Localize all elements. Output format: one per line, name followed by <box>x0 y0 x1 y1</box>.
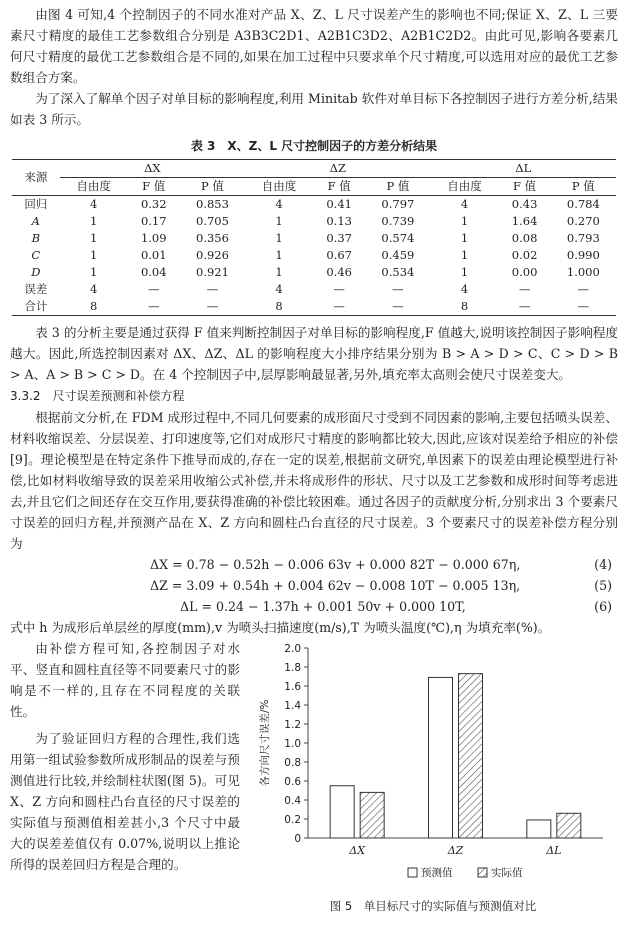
bar-actual <box>459 674 483 838</box>
table-cell: 0.17 <box>140 214 167 228</box>
equation-expr: ΔL = 0.24 − 1.37h + 0.001 50v + 0.000 10T, <box>180 599 466 614</box>
y-tick-label: 0.6 <box>284 776 301 788</box>
table-cell: 0.534 <box>381 265 415 279</box>
table-cell: 0.853 <box>196 197 229 211</box>
table-row-label: C <box>31 248 41 262</box>
equation-expr: ΔZ = 3.09 + 0.54h + 0.004 62v − 0.008 10T − 0.005 13η, <box>150 578 521 593</box>
table-row <box>12 281 616 298</box>
table-cell: 0.32 <box>140 197 167 211</box>
table-group-header: ΔX <box>60 160 245 178</box>
table-source-header: 来源 <box>12 160 60 196</box>
y-tick-label: 1.6 <box>284 681 301 693</box>
table-cell: 4 <box>275 282 283 296</box>
table-cell: 0.37 <box>326 231 352 245</box>
x-tick-label: ΔL <box>546 844 562 857</box>
table-subheader: 自由度 <box>431 178 499 196</box>
table-cell: 1 <box>460 265 469 279</box>
bar-actual <box>557 813 581 838</box>
table-cell: 0.00 <box>511 265 538 279</box>
table-cell: 1 <box>89 248 98 262</box>
figure-caption: 图 5 单目标尺寸的实际值与预测值对比 <box>329 899 537 913</box>
bar-predicted <box>527 820 551 838</box>
x-tick-label: ΔZ <box>447 844 464 857</box>
table-subheader: P 值 <box>180 178 245 196</box>
y-tick-label: 1.2 <box>284 719 301 731</box>
y-tick-label: 0.8 <box>284 757 301 769</box>
paragraph-3: 表 3 的分析主要是通过获得 F 值来判断控制因子对单目标的影响程度,F 值越大,说明该控制因子影响程度越大。因此,所选控制因素对 ΔX、ΔZ、ΔL 的影响程度大小排序结果分别为 B > A > D > C、C > D > B > A、A > B > C > D。在 4 个控制因子中,层厚影响最显著,另外,填充率太高则会使尺寸误差变大。 <box>10 325 618 382</box>
table-cell: 1 <box>89 214 98 228</box>
table-cell: — <box>518 282 531 296</box>
anova-table <box>12 159 616 316</box>
table-row-label: 误差 <box>24 282 48 296</box>
table-row <box>12 213 616 230</box>
bar-actual <box>360 792 384 838</box>
bar-predicted <box>429 677 453 838</box>
y-tick-label: 0 <box>294 833 301 845</box>
table-cell: 0.705 <box>196 214 229 228</box>
equation-5 <box>10 575 618 596</box>
table-subheader: F 值 <box>128 178 180 196</box>
table-cell: 0.459 <box>381 248 415 262</box>
legend-swatch <box>478 868 487 877</box>
table-row-label: B <box>31 231 41 245</box>
table-cell: 8 <box>431 298 499 316</box>
table-cell: — <box>577 282 590 296</box>
equation-number: (5) <box>594 578 612 593</box>
table-cell: — <box>128 298 180 316</box>
table-cell: 4 <box>460 197 469 211</box>
table-cell: 1 <box>275 214 283 228</box>
equation-4 <box>10 554 618 575</box>
equation-number: (4) <box>594 557 612 572</box>
table-row <box>12 298 616 316</box>
table-cell: — <box>365 298 430 316</box>
paper-page <box>10 4 618 928</box>
table-row <box>12 230 616 247</box>
table-cell: 0.921 <box>196 265 229 279</box>
table-subheader: P 值 <box>365 178 430 196</box>
table-cell: 1.000 <box>566 265 600 279</box>
table-cell: 0.270 <box>566 214 600 228</box>
table-group-header: ΔL <box>431 160 617 178</box>
table-subheader: P 值 <box>551 178 616 196</box>
table-cell: — <box>333 282 345 296</box>
bar-chart <box>248 638 618 896</box>
y-tick-label: 1.0 <box>284 738 301 750</box>
y-tick-label: 2.0 <box>284 643 301 655</box>
table-cell: 0.41 <box>326 197 352 211</box>
table-cell: 4 <box>460 282 469 296</box>
table-cell: 0.797 <box>381 197 415 211</box>
table-cell: 0.356 <box>196 231 229 245</box>
table-cell: 0.13 <box>326 214 352 228</box>
table-cell: 8 <box>60 298 128 316</box>
paragraph-1: 由图 4 可知,4 个控制因子的不同水准对产品 X、Z、L 尺寸误差产生的影响也不同;保证 X、Z、L 三要素尺寸精度的最佳工艺参数组合分别是 A3B3C2D1、A2B1C3D2、A2B1C2D2。由此可见,影响各要素几何尺寸精度的最优工艺参数组合是不同的,如果在加工过程中只要求单个尺寸精度,可以选用对应的最优工艺参数组合方案。 <box>10 7 618 85</box>
table-row-label: 合计 <box>12 298 60 316</box>
table-cell: 0.01 <box>140 248 167 262</box>
table-row-label: D <box>31 265 41 279</box>
table-cell: 1 <box>460 231 469 245</box>
paragraph-4: 根据前文分析,在 FDM 成形过程中,不同几何要素的成形面尺寸受到不同因素的影响,主要包括喷头误差、材料收缩误差、分层误差、打印速度等,它们对成形尺寸精度的影响都比较大,因此,应该对误差给予相应的补偿[9]。理论模型是在特定条件下推导而成的,存在一定的误差,根据前文研究,单因素下的误差由理论模型进行补偿,比如材料收缩导致的误差采用收缩公式补偿,并未将成形件的形状、尺寸以及工艺参数和成形时间等考虑进去,并且它们之间还存在交互作用,要获得准确的补偿比较困难。通过各因子的贡献度分析,分别求出 3 个要素尺寸误差的回归方程,并预测产品在 X、Z 方向和圆柱凸台直径的尺寸误差。3 个要素尺寸的误差补偿方程分别为 <box>10 410 618 551</box>
table-cell: — <box>313 298 365 316</box>
table-cell: — <box>206 282 219 296</box>
table-cell: 0.08 <box>511 231 538 245</box>
y-tick-label: 1.4 <box>284 700 301 712</box>
table-cell: 0.67 <box>326 248 352 262</box>
bottom-section <box>10 638 618 928</box>
equation-expr: ΔX = 0.78 − 0.52h − 0.006 63v + 0.000 82T − 0.000 67η, <box>150 557 521 572</box>
table-cell: 1 <box>275 265 283 279</box>
table-subheader: 自由度 <box>60 178 128 196</box>
y-tick-label: 0.4 <box>284 795 301 807</box>
table-cell: — <box>498 298 550 316</box>
table-cell: 1 <box>89 265 98 279</box>
table-cell: 0.46 <box>326 265 352 279</box>
table-row <box>12 264 616 281</box>
paragraph-2: 为了深入了解单个因子对单目标的影响程度,利用 Minitab 软件对单目标下各控制因子进行方差分析,结果如表 3 所示。 <box>10 91 618 127</box>
table-row-label: 回归 <box>24 197 48 211</box>
left-column <box>10 638 240 875</box>
table-cell: 0.02 <box>511 248 538 262</box>
table-cell: 0.04 <box>140 265 167 279</box>
paragraph-7: 为了验证回归方程的合理性,我们选用第一组试验参数所成形制品的误差与预测值进行比较,并绘制柱状图(图 5)。可见 X、Z 方向和圆柱凸台直径的尺寸误差的实际值与预测值相差甚小,3 个尺寸中最大的误差差值仅有 0.07%,说明以上推论所得的误差回归方程是合理的。 <box>10 731 240 872</box>
table-cell: 1.64 <box>511 214 538 228</box>
table-cell: 0.990 <box>566 248 600 262</box>
table-subheader: 自由度 <box>245 178 313 196</box>
table-cell: 1 <box>275 231 283 245</box>
table-cell: 0.739 <box>381 214 415 228</box>
y-tick-label: 1.8 <box>284 662 301 674</box>
y-axis-label: 各方向尺寸误差/% <box>259 699 271 787</box>
table-cell: 1 <box>460 248 469 262</box>
legend-swatch <box>408 868 417 877</box>
legend-label: 预测值 <box>421 867 453 879</box>
table-subheader: F 值 <box>498 178 550 196</box>
legend-label: 实际值 <box>491 867 523 879</box>
table-cell: 1 <box>460 214 469 228</box>
table-cell: 0.574 <box>381 231 415 245</box>
table-cell: 8 <box>245 298 313 316</box>
equation-number: (6) <box>594 599 612 614</box>
table-cell: — <box>147 282 160 296</box>
equation-6 <box>10 596 618 617</box>
bar-predicted <box>330 786 354 838</box>
table-cell: 0.784 <box>566 197 600 211</box>
table-cell: 0.793 <box>566 231 600 245</box>
paragraph-5: 式中 h 为成形后单层丝的厚度(mm),v 为喷头扫描速度(m/s),T 为喷头温度(℃),η 为填充率(%)。 <box>10 620 551 635</box>
table-cell: 0.43 <box>511 197 538 211</box>
table-cell: 4 <box>89 197 98 211</box>
paragraph-6: 由补偿方程可知,各控制因子对水平、竖直和圆柱直径等不同要素尺寸的影响是不一样的,且存在不同程度的关联性。 <box>10 641 240 719</box>
table-cell: — <box>551 298 616 316</box>
table-row <box>12 196 616 214</box>
table-cell: 1.09 <box>140 231 167 245</box>
table-group-header: ΔZ <box>245 160 430 178</box>
table-row <box>12 247 616 264</box>
table-cell: 1 <box>89 231 98 245</box>
table-cell: — <box>392 282 404 296</box>
table-cell: — <box>180 298 245 316</box>
table-cell: 0.926 <box>196 248 229 262</box>
table-row-label: A <box>31 214 40 228</box>
table-cell: 1 <box>275 248 283 262</box>
table-cell: 4 <box>89 282 98 296</box>
table-subheader: F 值 <box>313 178 365 196</box>
section-heading: 3.3.2 尺寸误差预测和补偿方程 <box>10 389 185 403</box>
figure-5 <box>248 638 618 923</box>
y-tick-label: 0.2 <box>284 814 301 826</box>
x-tick-label: ΔX <box>349 844 366 857</box>
table-caption: 表 3 X、Z、L 尺寸控制因子的方差分析结果 <box>190 139 438 153</box>
table-cell: 4 <box>275 197 283 211</box>
